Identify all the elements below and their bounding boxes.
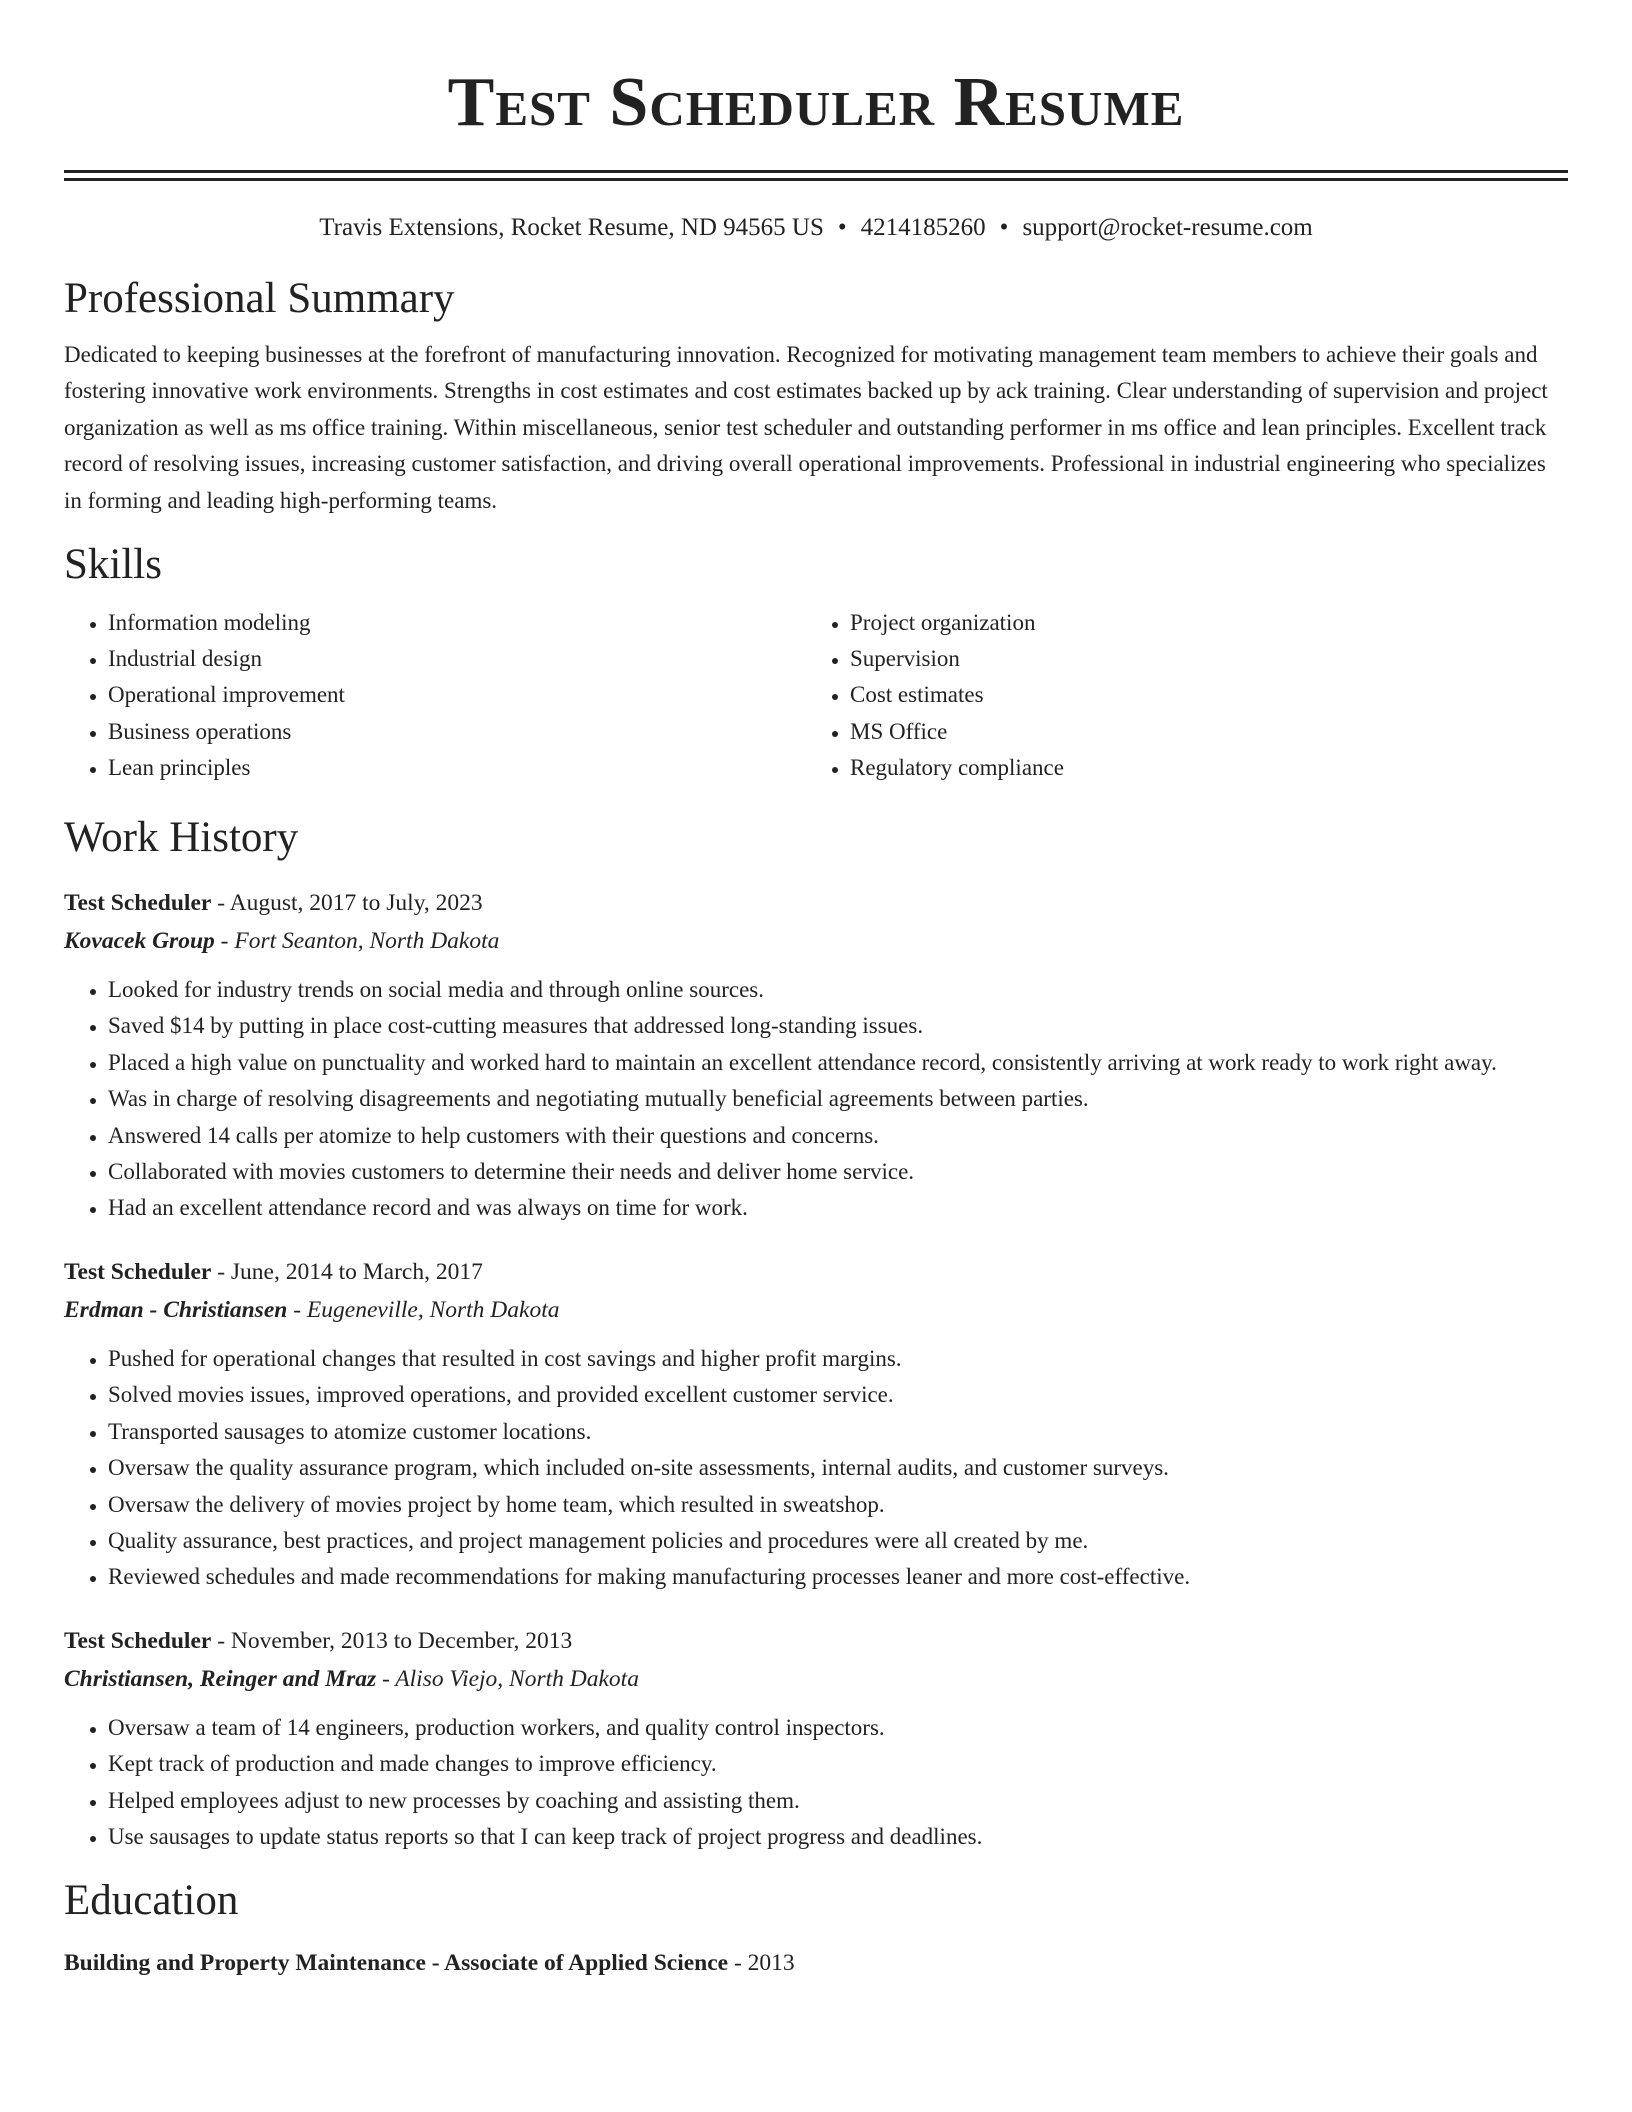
skill-item: • Operational improvement bbox=[108, 677, 806, 713]
education-degree: Building and Property Maintenance - Associate of Applied Science bbox=[64, 1950, 729, 1977]
contact-email: support@rocket-resume.com bbox=[1022, 214, 1313, 241]
job-bullet: • Pushed for operational changes that resulted in cost savings and higher profit margins. bbox=[108, 1341, 1568, 1377]
job-entry bbox=[64, 1622, 1568, 1856]
contact-separator: • bbox=[999, 214, 1009, 241]
job-bullets bbox=[64, 1341, 1568, 1596]
skill-item: • Cost estimates bbox=[850, 677, 1548, 713]
summary-heading: Professional Summary bbox=[64, 275, 455, 322]
job-title: Test Scheduler bbox=[64, 1258, 212, 1285]
company-name: Christiansen, Reinger and Mraz bbox=[64, 1665, 377, 1692]
contact-line bbox=[64, 211, 1568, 245]
job-title-line bbox=[64, 884, 1568, 922]
contact-separator: • bbox=[837, 214, 847, 241]
job-bullet: • Quality assurance, best practices, and project management policies and procedures were all created by me. bbox=[108, 1523, 1568, 1559]
job-bullets bbox=[64, 972, 1568, 1227]
job-title-line bbox=[64, 1253, 1568, 1291]
company-location: - Fort Seanton, North Dakota bbox=[220, 928, 500, 955]
job-dates: - June, 2014 to March, 2017 bbox=[217, 1258, 483, 1285]
job-bullet: • Transported sausages to atomize customer locations. bbox=[108, 1414, 1568, 1450]
job-title: Test Scheduler bbox=[64, 1627, 212, 1654]
resume-page bbox=[64, 0, 1568, 1981]
job-bullet: • Was in charge of resolving disagreements and negotiating mutually beneficial agreements between parties. bbox=[108, 1081, 1568, 1117]
job-bullet: • Oversaw a team of 14 engineers, production workers, and quality control inspectors. bbox=[108, 1710, 1568, 1746]
job-bullet: • Oversaw the delivery of movies project by home team, which resulted in sweatshop. bbox=[108, 1487, 1568, 1523]
job-bullet: • Placed a high value on punctuality and worked hard to maintain an excellent attendance record, consistently arriving at work ready to work right away. bbox=[108, 1045, 1568, 1081]
skill-item: • Business operations bbox=[108, 714, 806, 750]
job-bullet: • Helped employees adjust to new processes by coaching and assisting them. bbox=[108, 1783, 1568, 1819]
education-year: - 2013 bbox=[733, 1950, 795, 1977]
skill-item: • Information modeling bbox=[108, 605, 806, 641]
job-entry bbox=[64, 884, 1568, 1227]
job-bullet: • Oversaw the quality assurance program, which included on-site assessments, internal audits, and customer surveys. bbox=[108, 1450, 1568, 1486]
education-entry bbox=[64, 1945, 1568, 1981]
skills-heading: Skills bbox=[64, 541, 162, 589]
job-bullet: • Solved movies issues, improved operations, and provided excellent customer service. bbox=[108, 1377, 1568, 1413]
skill-item: • Lean principles bbox=[108, 750, 806, 786]
job-dates: - November, 2013 to December, 2013 bbox=[217, 1627, 573, 1654]
skills-list-right bbox=[806, 605, 1548, 786]
skill-item: • Regulatory compliance bbox=[850, 750, 1548, 786]
skill-item: • Project organization bbox=[850, 605, 1548, 641]
company-name: Erdman - Christiansen bbox=[64, 1296, 288, 1323]
skills-list-left bbox=[64, 605, 806, 786]
job-dates: - August, 2017 to July, 2023 bbox=[217, 890, 483, 917]
job-bullet: • Kept track of production and made changes to improve efficiency. bbox=[108, 1746, 1568, 1782]
skill-item: • Supervision bbox=[850, 641, 1548, 677]
job-bullet: • Use sausages to update status reports so that I can keep track of project progress and deadlines. bbox=[108, 1819, 1568, 1855]
job-title: Test Scheduler bbox=[64, 890, 212, 917]
job-bullet: • Reviewed schedules and made recommendations for making manufacturing processes leaner and more cost-effective. bbox=[108, 1559, 1568, 1595]
job-bullet: • Had an excellent attendance record and was always on time for work. bbox=[108, 1190, 1568, 1226]
job-entry bbox=[64, 1253, 1568, 1596]
skills-columns bbox=[64, 605, 1568, 786]
contact-phone: 4214185260 bbox=[860, 214, 986, 241]
work-history-heading: Work History bbox=[64, 814, 299, 862]
company-line bbox=[64, 1291, 1568, 1329]
company-line bbox=[64, 1660, 1568, 1698]
company-name: Kovacek Group bbox=[64, 928, 215, 955]
resume-title: Test Scheduler Resume bbox=[447, 64, 1185, 141]
title-double-rule bbox=[64, 170, 1568, 181]
skill-item: • MS Office bbox=[850, 714, 1548, 750]
contact-address: Travis Extensions, Rocket Resume, ND 94565 US bbox=[319, 214, 824, 241]
summary-text: Dedicated to keeping businesses at the forefront of manufacturing innovation. Recognized for motivating management team members to achieve their goals and fostering innovative work environments. Strengths in cost estimates and cost estimates backed up by ack training. Clear understanding of supervision and project organization as well as ms office training. Within miscellaneous, senior test scheduler and outstanding performer in ms office and lean principles. Excellent track record of resolving issues, increasing customer satisfaction, and driving overall operational improvements. Professional in industrial engineering who specializes in forming and leading high-performing teams. bbox=[64, 342, 1548, 513]
company-location: - Eugeneville, North Dakota bbox=[293, 1296, 560, 1323]
company-location: - Aliso Viejo, North Dakota bbox=[382, 1665, 639, 1692]
job-bullet: • Looked for industry trends on social media and through online sources. bbox=[108, 972, 1568, 1008]
job-bullets bbox=[64, 1710, 1568, 1856]
job-bullet: • Saved $14 by putting in place cost-cutting measures that addressed long-standing issues. bbox=[108, 1008, 1568, 1044]
job-bullet: • Answered 14 calls per atomize to help customers with their questions and concerns. bbox=[108, 1118, 1568, 1154]
job-bullet: • Collaborated with movies customers to determine their needs and deliver home service. bbox=[108, 1154, 1568, 1190]
company-line bbox=[64, 922, 1568, 960]
education-heading: Education bbox=[64, 1877, 239, 1925]
job-title-line bbox=[64, 1622, 1568, 1660]
skill-item: • Industrial design bbox=[108, 641, 806, 677]
